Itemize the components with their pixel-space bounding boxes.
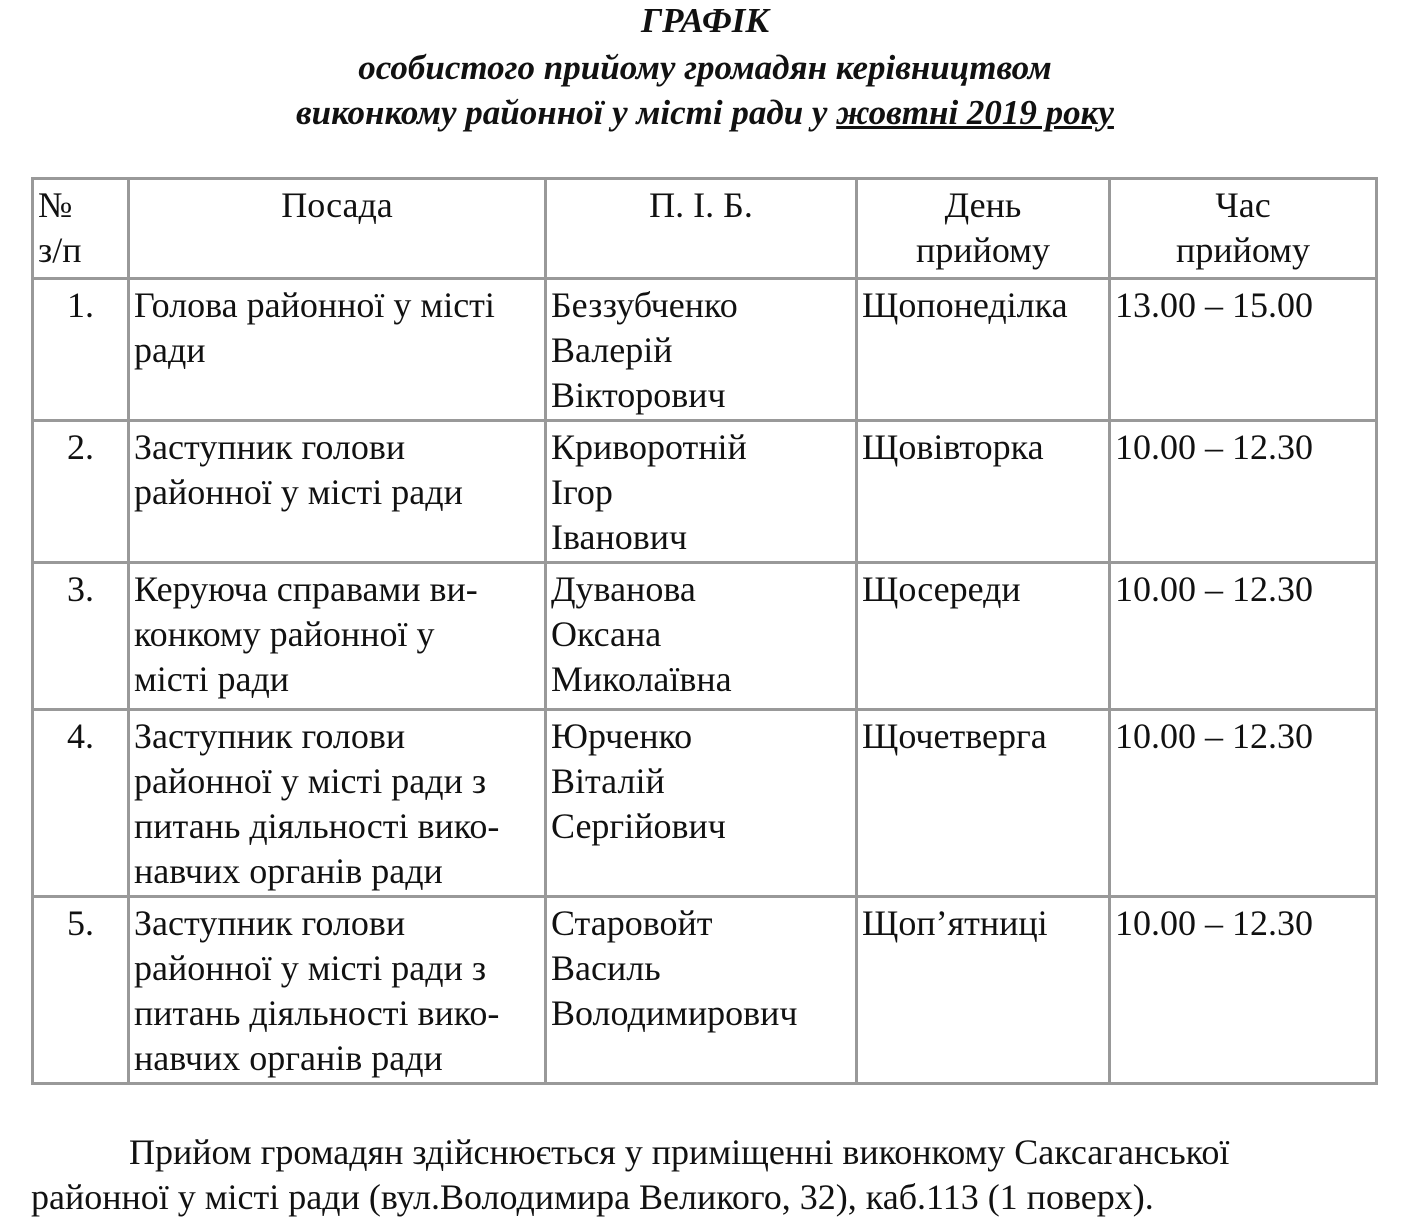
surname: Старовойт [551,903,713,943]
row-reception-day: Щочетверга [857,710,1110,897]
table-row [33,421,1377,563]
position-line: Заступник голови [134,427,406,467]
row-full-name [546,897,857,1084]
position-line: навчих органів ради [134,1038,443,1078]
position-line: місті ради [134,659,290,699]
row-number: 4. [33,710,129,897]
header-day-line1: День [944,185,1022,225]
table-row [33,897,1377,1084]
row-reception-day: Щопонеділка [857,279,1110,421]
row-number: 3. [33,563,129,710]
patronymic: Вікторович [551,375,726,415]
patronymic: Володимирович [551,993,798,1033]
first-name: Віталій [551,761,665,801]
row-full-name [546,563,857,710]
first-name: Валерій [551,330,673,370]
position-line: районної у місті ради [134,472,463,512]
table-row [33,710,1377,897]
position-line: конкому районної у [134,614,435,654]
row-position [129,710,546,897]
header-number [33,179,129,279]
surname: Беззубченко [551,285,738,325]
row-number: 2. [33,421,129,563]
position-line: Заступник голови [134,716,406,756]
header-number-line2: з/п [38,230,82,270]
header-time-line1: Час [1215,185,1271,225]
footer-line-2: районної у місті ради (вул.Володимира Великого, 32), каб.113 (1 поверх). [31,1177,1154,1217]
header-time-line2: прийому [1176,230,1310,270]
patronymic: Іванович [551,517,688,557]
reception-schedule-table [31,177,1378,1085]
first-name: Оксана [551,614,662,654]
position-line: питань діяльності вико- [134,806,500,846]
header-time [1110,179,1377,279]
title-period-line [0,90,1410,136]
row-reception-time: 10.00 – 12.30 [1110,710,1377,897]
footer-note [31,1130,1375,1220]
row-full-name [546,279,857,421]
header-position: Посада [129,179,546,279]
surname: Криворотній [551,427,747,467]
first-name: Ігор [551,472,613,512]
row-position [129,897,546,1084]
header-number-line1: № [38,185,73,225]
title-subheading: особистого прийому громадян керівництвом [358,48,1052,87]
position-line: районної у місті ради з [134,761,487,801]
row-reception-time: 10.00 – 12.30 [1110,897,1377,1084]
row-reception-time: 10.00 – 12.30 [1110,563,1377,710]
footer-line-1: Прийом громадян здійснюється у приміщенні виконкому Саксаганської [129,1132,1230,1172]
header-name: П. І. Б. [546,179,857,279]
row-position [129,421,546,563]
position-line: Керуюча справами ви- [134,569,478,609]
patronymic: Миколаївна [551,659,732,699]
title-period-month: жовтні 2019 року [836,93,1114,132]
header-day-line2: прийому [916,230,1050,270]
position-line: районної у місті ради з [134,948,487,988]
title-heading: ГРАФІК [640,1,770,40]
row-reception-time: 13.00 – 15.00 [1110,279,1377,421]
surname: Дуванова [551,569,696,609]
first-name: Василь [551,948,661,988]
row-reception-time: 10.00 – 12.30 [1110,421,1377,563]
title-period-prefix: виконкому районної у місті ради у [296,93,837,132]
table-row [33,563,1377,710]
table-header-row [33,179,1377,279]
row-reception-day: Щовівторка [857,421,1110,563]
row-position [129,563,546,710]
position-line: Голова районної у місті [134,285,495,325]
table-row [33,279,1377,421]
row-number: 5. [33,897,129,1084]
row-reception-day: Щосереди [857,563,1110,710]
surname: Юрченко [551,716,693,756]
position-line: Заступник голови [134,903,406,943]
header-day [857,179,1110,279]
row-reception-day: Щоп’ятниці [857,897,1110,1084]
row-full-name [546,710,857,897]
position-line: ради [134,330,206,370]
position-line: навчих органів ради [134,851,443,891]
row-position [129,279,546,421]
position-line: питань діяльності вико- [134,993,500,1033]
patronymic: Сергійович [551,806,726,846]
row-number: 1. [33,279,129,421]
row-full-name [546,421,857,563]
